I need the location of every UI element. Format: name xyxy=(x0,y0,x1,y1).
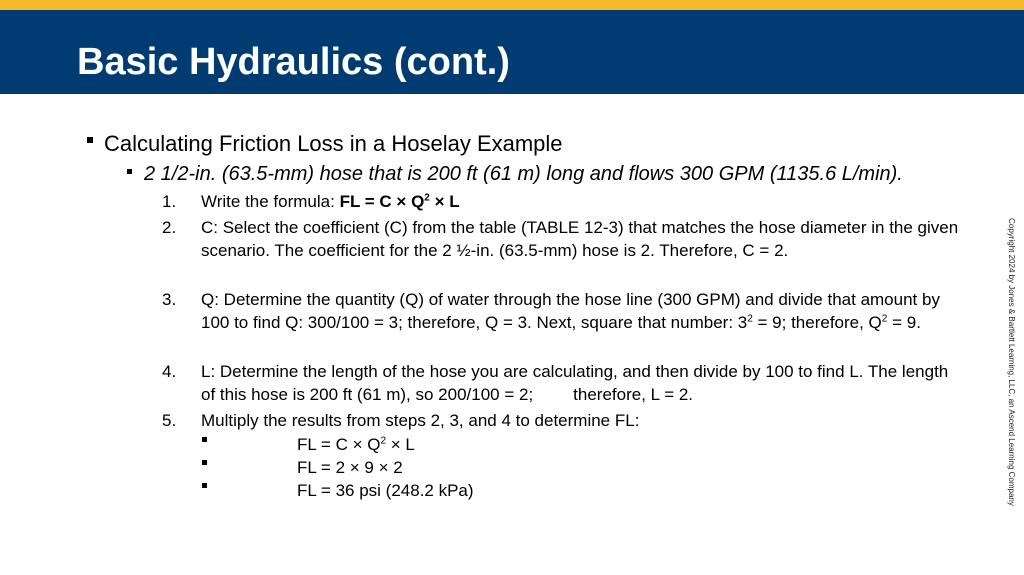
bullet-square-icon xyxy=(202,483,207,488)
main-bullet: Calculating Friction Loss in a Hoselay Example xyxy=(104,131,563,156)
step-number: 4. xyxy=(162,362,177,381)
step-text: L: Determine the length of the hose you are calculating, and then divide by 100 to find L. The length of this hose is 200 ft (61 m), so 200/100 = 2; therefore, L = 2. xyxy=(201,362,949,404)
step-number: 3. xyxy=(162,290,177,309)
slide-title: Basic Hydraulics (cont.) xyxy=(77,41,510,83)
copyright-notice: Copyright 2024 by Jones & Bartlett Learning, LLC, an Ascend Learning Company xyxy=(1007,218,1016,506)
step-text: C: Select the coefficient (C) from the table (TABLE 12-3) that matches the hose diameter in the given scenario. The coefficient for the 2 ½-in. (63.5-mm) hose is 2. Therefore, C = 2. xyxy=(201,218,959,260)
title-banner xyxy=(0,10,1024,94)
step-number: 5. xyxy=(162,411,177,430)
bullet-square-icon xyxy=(202,460,207,465)
bullet-square-icon xyxy=(87,137,93,143)
bullet-square-icon xyxy=(202,437,207,442)
accent-bar xyxy=(0,0,1024,10)
step-text: Write the formula: FL = $C \times Q^2 \times L$ xyxy=(201,192,460,211)
step-text: Q: Determine the quantity (Q) of water through the hose line (300 GPM) and divide that amount by 100 to find Q: 300/100 = 3; therefore, Q = 3. Next, square that number: $3^2 = 9$; therefore, $Q^2 = 9$. xyxy=(201,290,940,332)
step-number: 1. xyxy=(162,192,177,211)
step-number: 2. xyxy=(162,218,177,237)
step-text: Multiply the results from steps 2, 3, and 4 to determine FL: xyxy=(201,411,640,430)
bullet-square-icon xyxy=(127,169,132,174)
sub-bullet: 2 1/2-in. (63.5-mm) hose that is 200 ft (61 m) long and flows 300 GPM (1135.6 L/min). xyxy=(144,163,903,185)
